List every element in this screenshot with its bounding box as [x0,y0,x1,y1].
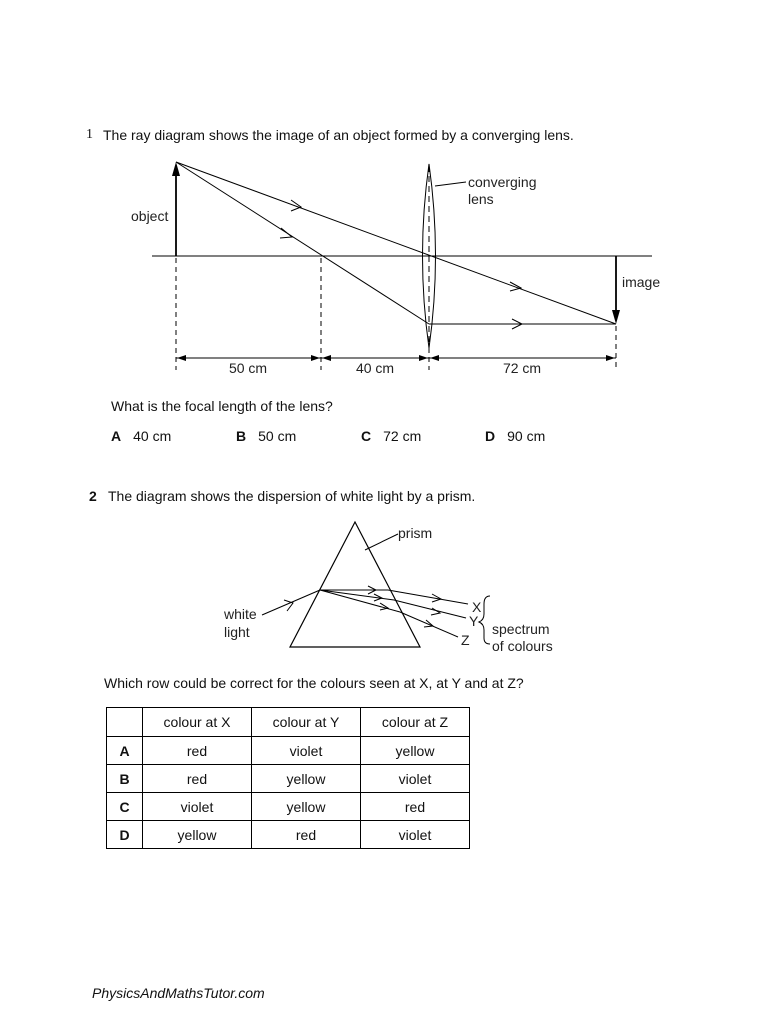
prism-label: prism [398,525,433,541]
ray-through-centre [176,162,616,324]
table-row [107,821,470,849]
cell-y: violet [252,737,361,765]
option-letter: D [485,428,496,444]
distance-40cm: 40 cm [355,360,395,376]
question-1-prompt: What is the focal length of the lens? [111,398,333,414]
cell-x: violet [143,793,252,821]
cell-x: red [143,765,252,793]
y-label: Y [469,613,479,629]
option-text: 90 cm [507,428,546,444]
table-row [107,765,470,793]
row-label: A [107,737,143,765]
cell-z: red [361,793,470,821]
option-letter: A [111,428,122,444]
question-2-text: The diagram shows the dispersion of white light by a prism. [108,488,476,504]
question-2-prompt: Which row could be correct for the colours seen at X, at Y and at Z? [104,675,524,691]
prism-label-leader [365,534,398,550]
question-1-text: The ray diagram shows the image of an object formed by a converging lens. [103,127,574,143]
ray-through-focus [176,162,429,324]
option-text: 40 cm [133,428,172,444]
option-d[interactable] [485,428,545,444]
table-header-row [107,708,470,737]
table-header-z: colour at Z [361,708,470,737]
lens-label-leader [435,182,466,186]
table-header-y: colour at Y [252,708,361,737]
ray-diagram [0,0,768,460]
option-text: 50 cm [258,428,297,444]
z-label: Z [461,632,470,648]
lens-label-line2: lens [468,191,494,207]
question-2-number: 2 [89,488,97,504]
table-header-x: colour at X [143,708,252,737]
option-b[interactable] [236,428,296,444]
distance-50cm: 50 cm [228,360,268,376]
table-row [107,737,470,765]
table-row [107,793,470,821]
question-1-number: 1 [86,127,93,142]
row-label: C [107,793,143,821]
x-label: X [472,599,482,615]
lens-label-line1: converging [468,174,537,190]
cell-z: yellow [361,737,470,765]
option-text: 72 cm [383,428,422,444]
cell-y: yellow [252,765,361,793]
distance-72cm: 72 cm [502,360,542,376]
table-header-corner [107,708,143,737]
white-label: white [224,606,257,622]
image-arrowhead [612,310,620,324]
image-label: image [622,274,661,290]
colours-table [106,707,470,849]
footer-site: PhysicsAndMathsTutor.com [92,985,265,1001]
object-label: object [131,208,169,224]
row-label: B [107,765,143,793]
spectrum-label-line2: of colours [492,638,553,654]
option-c[interactable] [361,428,421,444]
cell-z: violet [361,821,470,849]
spectrum-label-line1: spectrum [492,621,550,637]
cell-x: yellow [143,821,252,849]
cell-x: red [143,737,252,765]
cell-y: red [252,821,361,849]
incident-arrow [284,600,293,611]
option-a[interactable] [111,428,171,444]
light-label: light [224,624,250,640]
row-label: D [107,821,143,849]
cell-z: violet [361,765,470,793]
option-letter: B [236,428,247,444]
prism-diagram [0,500,768,670]
cell-y: yellow [252,793,361,821]
option-letter: C [361,428,372,444]
ray-arrow-1 [291,200,301,211]
